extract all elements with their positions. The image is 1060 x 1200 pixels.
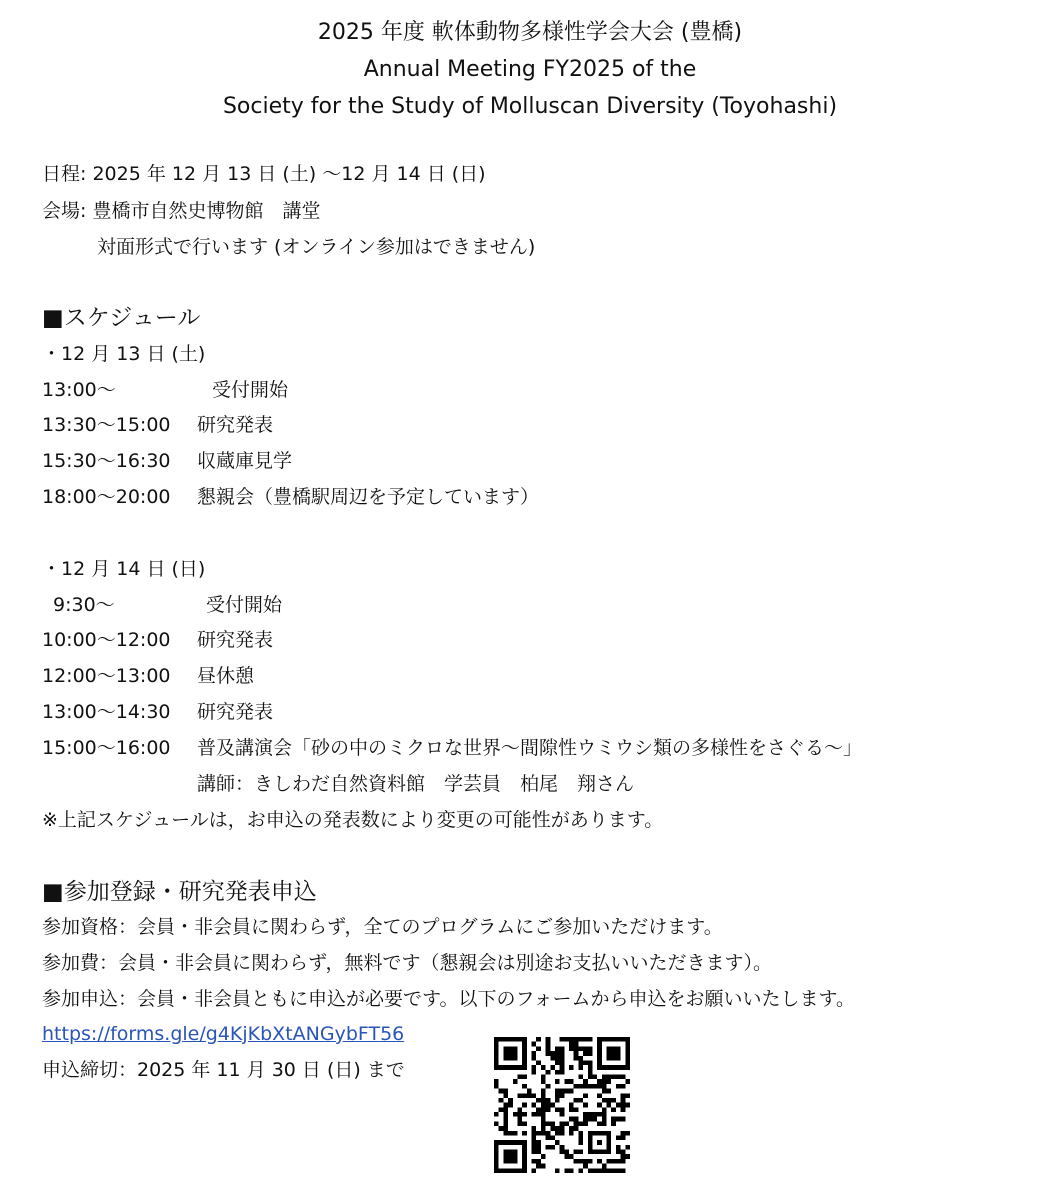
schedule-time: 15:00～16:00 [42,737,171,759]
event-date: 日程: 2025 年 12 月 13 日 (土) ～12 月 14 日 (日) [42,163,486,185]
schedule-row [42,376,288,404]
title-english-line-2: Society for the Study of Molluscan Diversity (Toyohashi) [222,94,838,119]
event-venue: 会場: 豊橋市自然史博物館 講堂 [42,200,321,222]
schedule-time: 9:30～ [53,594,115,616]
apply-text: 参加申込：会員・非会員ともに申込が必要です。以下のフォームから申込をお願いいたします。 [42,988,856,1010]
schedule-time: 12:00～13:00 [42,665,171,687]
schedule-heading: ■スケジュール [42,305,201,331]
schedule-row [42,483,539,511]
day1-label: ・12 月 13 日 (土) [42,343,206,365]
venue-note: 対面形式で行います (オンライン参加はできません) [97,236,536,258]
title-japanese: 2025 年度 軟体動物多様性学会大会 (豊橋) [317,20,743,45]
title-block [0,14,1060,125]
schedule-event: 昼休憩 [197,665,255,687]
schedule-note: ※上記スケジュールは，お申込の発表数により変更の可能性があります。 [42,809,664,831]
schedule-time: 15:30～16:30 [42,450,171,472]
deadline-text: 申込締切：2025 年 11 月 30 日 (日) まで [42,1059,405,1081]
schedule-event: 研究発表 [197,629,274,651]
schedule-event: 収蔵庫見学 [197,450,293,472]
schedule-time: 18:00～20:00 [42,486,171,508]
schedule-row [42,698,273,726]
schedule-event: 懇親会（豊橋駅周辺を予定しています） [197,486,540,508]
schedule-time: 13:00～ [42,379,116,401]
day2-label: ・12 月 14 日 (日) [42,558,206,580]
schedule-event: 研究発表 [197,701,274,723]
schedule-time: 13:00～14:30 [42,701,171,723]
schedule-time: 13:30～15:00 [42,414,171,436]
registration-heading: ■参加登録・研究発表申込 [42,879,317,905]
title-english-line-1: Annual Meeting FY2025 of the [363,57,697,82]
schedule-event: 普及講演会「砂の中のミクロな世界～間隙性ウミウシ類の多様性をさぐる～」 [197,737,863,759]
schedule-event: 受付開始 [212,379,289,401]
schedule-row [42,734,862,762]
eligibility-text: 参加資格：会員・非会員に関わらず，全てのプログラムにご参加いただけます。 [42,916,723,938]
fee-text: 参加費：会員・非会員に関わらず，無料です（懇親会は別途お支払いいただきます）。 [42,952,772,974]
schedule-row [42,411,273,439]
qr-code-icon [494,1037,630,1173]
schedule-row [42,626,273,654]
schedule-row [42,662,254,690]
lecturer-line: 講師：きしわだ自然資料館 学芸員 柏尾 翔さん [197,773,635,795]
schedule-time: 10:00～12:00 [42,629,171,651]
schedule-event: 受付開始 [206,594,283,616]
schedule-row [42,591,282,619]
schedule-row [42,447,292,475]
schedule-event: 研究発表 [197,414,274,436]
registration-form-link[interactable]: https://forms.gle/g4KjKbXtANGybFT56 [42,1023,405,1045]
